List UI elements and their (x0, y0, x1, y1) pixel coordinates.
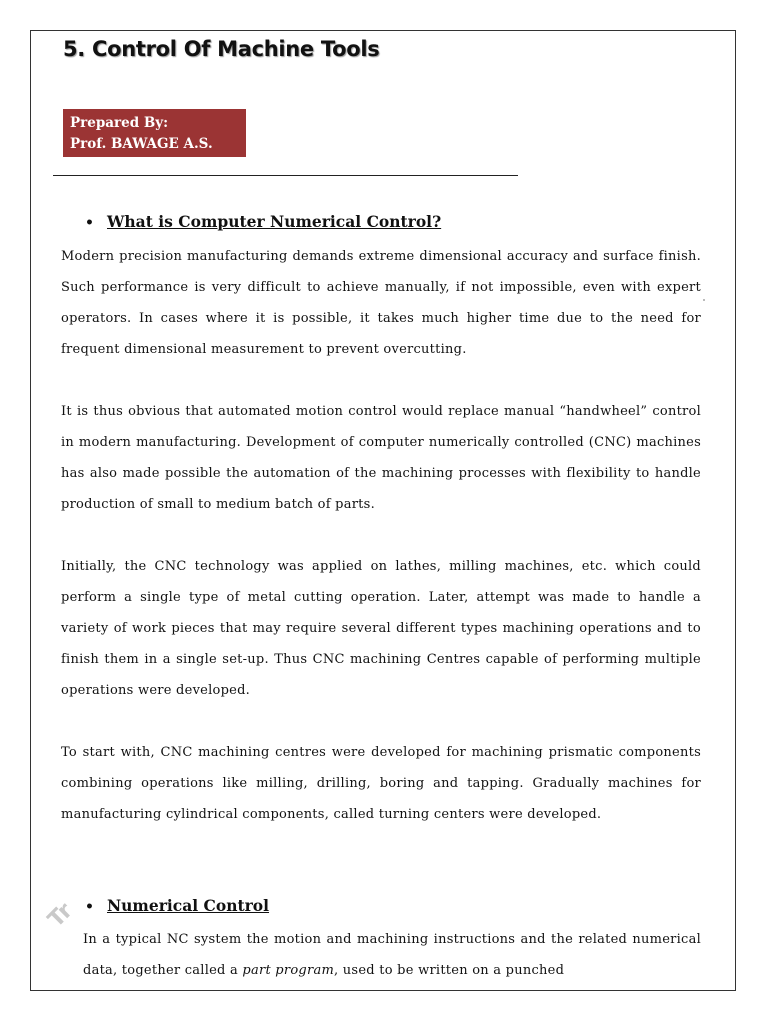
paragraph-text: , used to be written on a punched (334, 963, 565, 978)
paragraph (83, 924, 701, 986)
author-name: Prof. BAWAGE A.S. (70, 136, 213, 152)
emphasis-text: part program (242, 963, 335, 978)
paragraph: It is thus obvious that automated motion control would replace manual “handwheel” control in modern manufacturing. Development of computer numerically controlled (CNC) machines has also made possible the automation of the machining processes with flexibility to handle production of small to medium batch of parts. (61, 404, 701, 512)
paragraph: Initially, the CNC technology was applied on lathes, milling machines, etc. which could perform a single type of metal cutting operation. Later, attempt was made to handle a variety of work pieces that may require several different types machining operations and to finish them in a single set-up. Thus CNC machining Centres capable of performing multiple operations were developed. (61, 559, 701, 698)
bullet-icon: • (85, 899, 94, 915)
bullet-icon: • (85, 215, 94, 231)
page-title: 5. Control Of Machine Tools (63, 37, 380, 61)
section-heading-nc (85, 896, 269, 915)
prepared-by-box (63, 109, 246, 157)
watermark: Tr (43, 898, 78, 933)
divider-line (53, 175, 518, 176)
scan-speck (703, 299, 705, 301)
document-page (30, 30, 736, 991)
section-heading-text: Numerical Control (107, 896, 270, 915)
section-heading-text: What is Computer Numerical Control? (107, 212, 442, 231)
section-heading-cnc (85, 212, 441, 231)
prepared-by-label: Prepared By: (70, 115, 169, 131)
paragraph: To start with, CNC machining centres were developed for machining prismatic components combining operations like milling, drilling, boring and tapping. Gradually machines for manufacturing cylindrical components, called turning centers were developed. (61, 745, 701, 822)
paragraph: Modern precision manufacturing demands extreme dimensional accuracy and surface finish. Such performance is very difficult to achieve manually, if not impossible, even with expert operators. In cases where it is possible, it takes much higher time due to the need for frequent dimensional measurement to prevent overcutting. (61, 249, 701, 357)
paragraph-text: In a typical NC system the motion and machining instructions and the related numerical data, together called a (83, 932, 701, 978)
